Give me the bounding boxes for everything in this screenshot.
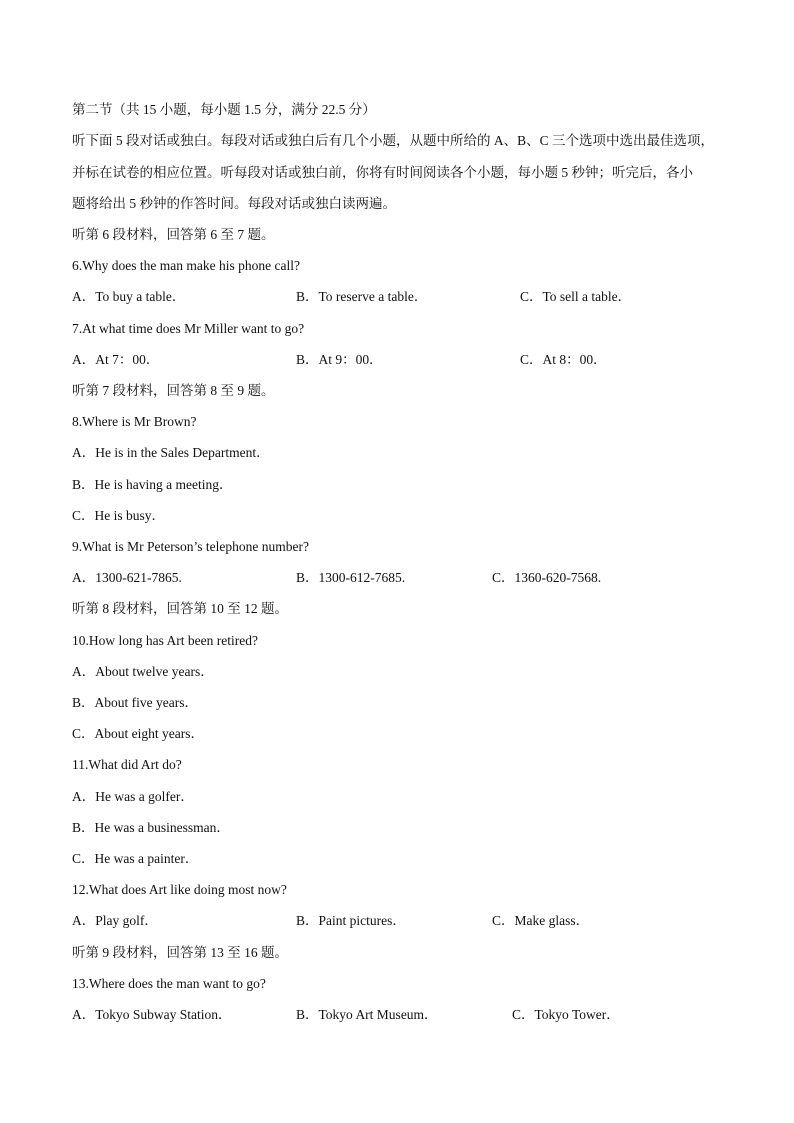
question-stem-13: 13.Where does the man want to go? [72, 976, 266, 991]
q10-option-b: B．About five years． [72, 695, 198, 710]
question-stem-10: 10.How long has Art been retired? [72, 633, 258, 648]
question-stem-9: 9.What is Mr Peterson’s telephone number? [72, 539, 309, 554]
q9-option-a: A．1300-621-7865. [72, 570, 182, 585]
q7-option-a: A．At 7：00． [72, 352, 160, 367]
q13-option-a: A．Tokyo Subway Station． [72, 1007, 232, 1022]
q13-option-c: C．Tokyo Tower． [512, 1007, 620, 1022]
group-heading-2: 听第 7 段材料，回答第 8 至 9 题。 [72, 383, 275, 398]
q12-option-b: B．Paint pictures． [296, 913, 406, 928]
q8-option-b: B．He is having a meeting． [72, 477, 233, 492]
q8-option-a: A．He is in the Sales Department． [72, 445, 270, 460]
q6-option-c: C．To sell a table． [520, 289, 632, 304]
q9-option-c: C．1360-620-7568. [492, 570, 602, 585]
group-heading-4: 听第 9 段材料，回答第 13 至 16 题。 [72, 945, 288, 960]
q6-option-b: B．To reserve a table． [296, 289, 428, 304]
q11-option-a: A．He was a golfer． [72, 789, 194, 804]
question-stem-8: 8.Where is Mr Brown? [72, 414, 197, 429]
question-stem-12: 12.What does Art like doing most now? [72, 882, 287, 897]
instruction-line-1: 听下面 5 段对话或独白。每段对话或独白后有几个小题，从题中所给的 A、B、C 三个选项中选出最佳选项， [72, 133, 715, 148]
q7-option-c: C．At 8：00． [520, 352, 607, 367]
q10-option-c: C．About eight years． [72, 726, 204, 741]
q10-option-a: A．About twelve years． [72, 664, 214, 679]
q13-option-b: B．Tokyo Art Museum． [296, 1007, 438, 1022]
q9-option-b: B．1300-612-7685. [296, 570, 406, 585]
section-title: 第二节（共 15 小题，每小题 1.5 分，满分 22.5 分） [72, 102, 376, 117]
q11-option-b: B．He was a businessman． [72, 820, 230, 835]
q7-option-b: B．At 9：00． [296, 352, 383, 367]
q12-option-a: A．Play golf． [72, 913, 158, 928]
instruction-line-2: 并标在试卷的相应位置。听每段对话或独白前，你将有时间阅读各个小题，每小题 5 秒钟；听完后，各小 [72, 165, 693, 180]
q8-option-c: C．He is busy． [72, 508, 166, 523]
group-heading-1: 听第 6 段材料，回答第 6 至 7 题。 [72, 227, 275, 242]
instruction-line-3: 题将给出 5 秒钟的作答时间。每段对话或独白读两遍。 [72, 196, 396, 211]
q6-option-a: A．To buy a table． [72, 289, 186, 304]
question-stem-6: 6.Why does the man make his phone call? [72, 258, 300, 273]
q11-option-c: C．He was a painter． [72, 851, 199, 866]
question-stem-11: 11.What did Art do? [72, 757, 182, 772]
q12-option-c: C．Make glass． [492, 913, 590, 928]
group-heading-3: 听第 8 段材料，回答第 10 至 12 题。 [72, 601, 288, 616]
question-stem-7: 7.At what time does Mr Miller want to go? [72, 321, 305, 336]
